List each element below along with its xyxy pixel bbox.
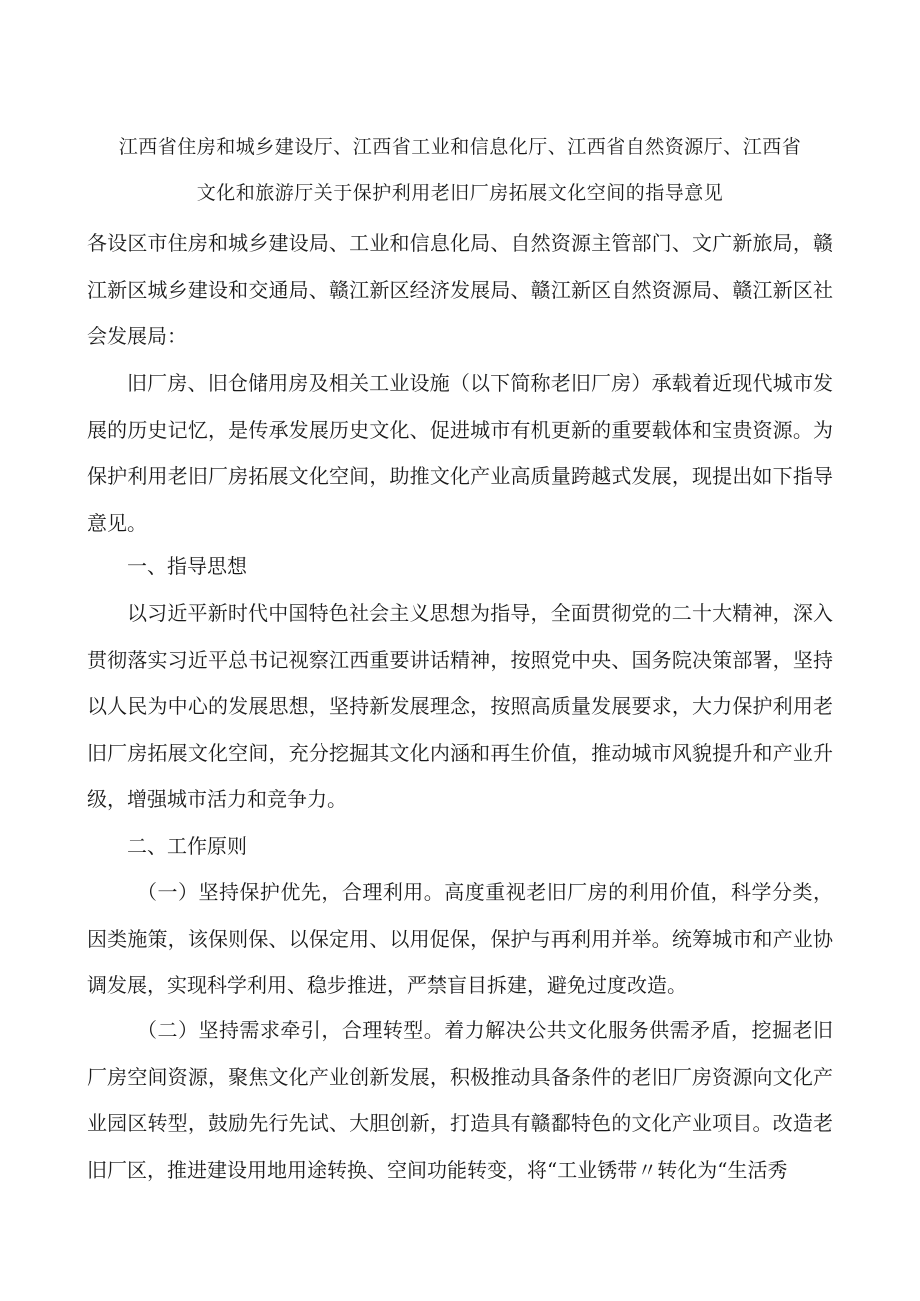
principle-1-paragraph: （一）坚持保护优先，合理利用。高度重视老旧厂房的利用价值，科学分类，因类施策，该保则保、以保定用、以用促保，保护与再利用并举。统筹城市和产业协调发展，实现科学利用、稳步推进，严禁盲目拆建，避免过度改造。 xyxy=(87,880,833,997)
section-1-body: 以习近平新时代中国特色社会主义思想为指导，全面贯彻党的二十大精神，深入贯彻落实习近平总书记视察江西重要讲话精神，按照党中央、国务院决策部署，坚持以人民为中心的发展思想，坚持新发展理念，按照高质量发展要求，大力保护利用老旧厂房拓展文化空间，充分挖掘其文化内涵和再生价值，推动城市风貌提升和产业升级，增强城市活力和竞争力。 xyxy=(87,601,833,811)
principle-2-paragraph: （二）坚持需求牵引，合理转型。着力解决公共文化服务供需矛盾，挖掘老旧厂房空间资源，聚焦文化产业创新发展，积极推动具备条件的老旧厂房资源向文化产业园区转型，鼓励先行先试、大胆创新，打造具有赣鄱特色的文化产业项目。改造老旧厂区，推进建设用地用途转换、空间功能转变，将“工业锈带〃转化为“生活秀 xyxy=(87,1018,833,1182)
document-title-line-1: 江西省住房和城乡建设厅、江西省工业和信息化厅、江西省自然资源厅、江西省 xyxy=(118,136,802,158)
document-title-line-2: 文化和旅游厅关于保护利用老旧厂房拓展文化空间的指导意见 xyxy=(196,182,724,204)
addressees-paragraph: 各设区市住房和城乡建设局、工业和信息化局、自然资源主管部门、文广新旅局，赣江新区城乡建设和交通局、赣江新区经济发展局、赣江新区自然资源局、赣江新区社会发展局： xyxy=(87,231,833,348)
section-1-heading: 一、指导思想 xyxy=(127,554,247,578)
intro-paragraph: 旧厂房、旧仓储用房及相关工业设施（以下简称老旧厂房）承载着近现代城市发展的历史记忆，是传承发展历史文化、促进城市有机更新的重要载体和宝贵资源。为保护利用老旧厂房拓展文化空间，助推文化产业高质量跨越式发展，现提出如下指导意见。 xyxy=(87,371,833,535)
section-2-heading: 二、工作原则 xyxy=(127,834,247,858)
